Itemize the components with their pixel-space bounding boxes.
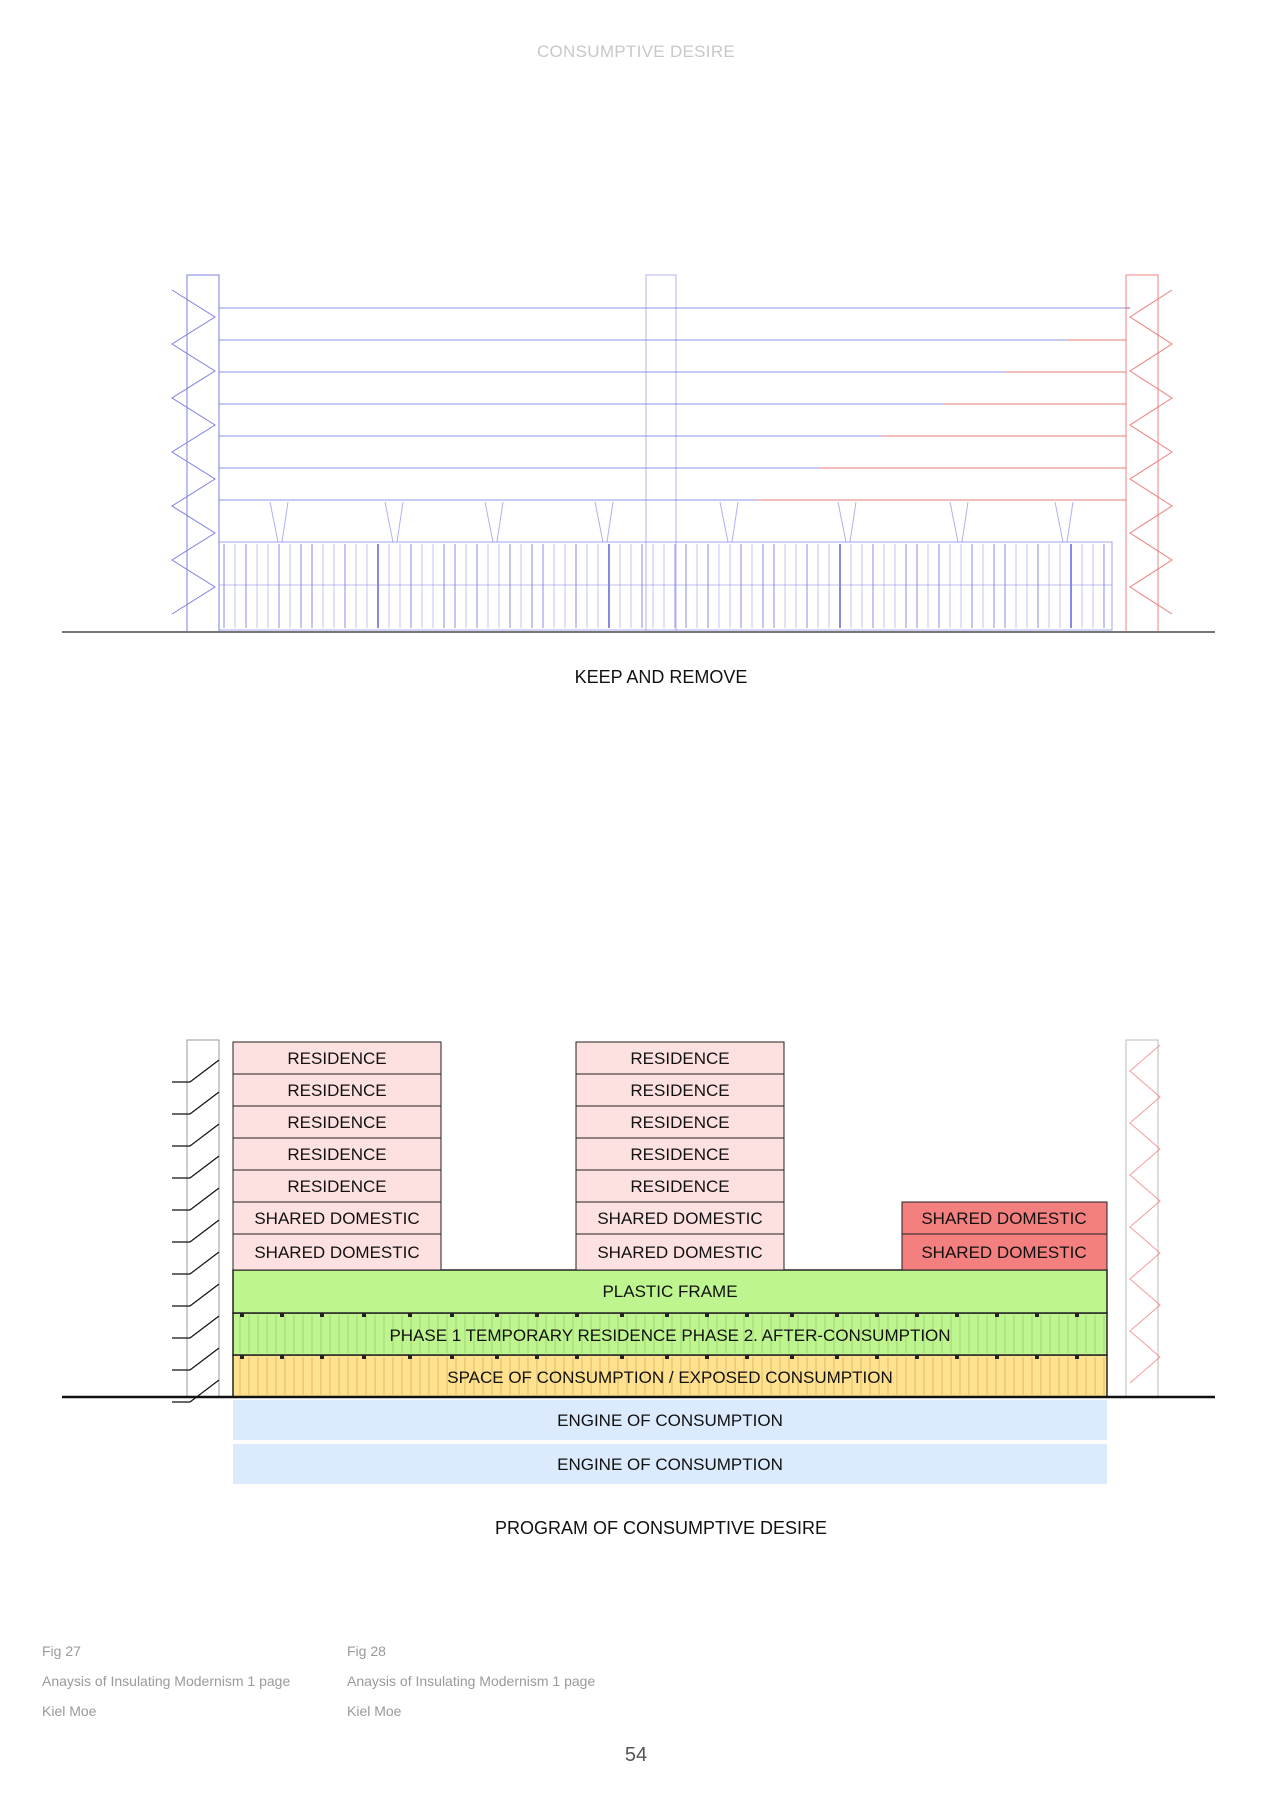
- left-stair-run: [172, 1156, 219, 1178]
- left-stair-run: [172, 1124, 219, 1146]
- left-stair-core: [187, 275, 219, 632]
- left-stair-run: [172, 1220, 219, 1242]
- tower-middle-label-4: RESIDENCE: [630, 1145, 730, 1164]
- program-caption: PROGRAM OF CONSUMPTIVE DESIRE: [494, 1518, 828, 1538]
- tower-right: [902, 1202, 1107, 1270]
- pier-line: [282, 502, 288, 542]
- tower-middle-label-5: RESIDENCE: [630, 1177, 730, 1196]
- keep-and-remove-caption: KEEP AND REMOVE: [574, 667, 748, 687]
- footnote-fig27-author: Kiel Moe: [42, 1703, 97, 1719]
- footnote-fig27: [42, 1636, 290, 1726]
- pier-line: [950, 502, 958, 542]
- pier-line: [385, 502, 393, 542]
- plastic-frame-label: PLASTIC FRAME: [602, 1282, 738, 1301]
- tower-left-label-7: SHARED DOMESTIC: [254, 1243, 420, 1262]
- tower-right-label-1: SHARED DOMESTIC: [921, 1209, 1087, 1228]
- footnote-fig27-number: Fig 27: [42, 1643, 81, 1659]
- left-stair-run: [172, 1316, 219, 1338]
- right-stair-zigzag: [1130, 290, 1172, 614]
- engine-label-lower: ENGINE OF CONSUMPTION: [557, 1455, 783, 1474]
- left-stair-run: [172, 1284, 219, 1306]
- temporary-residence-label: PHASE 1 TEMPORARY RESIDENCE PHASE 2. AFTER-CONSUMPTION: [389, 1326, 951, 1345]
- tower-left-label-5: RESIDENCE: [287, 1177, 387, 1196]
- tower-left-label-4: RESIDENCE: [287, 1145, 387, 1164]
- tower-middle-label-1: RESIDENCE: [630, 1049, 730, 1068]
- pier-line: [497, 502, 503, 542]
- tower-middle-label-7: SHARED DOMESTIC: [597, 1243, 763, 1262]
- pier-line: [838, 502, 846, 542]
- pier-line: [732, 502, 738, 542]
- tower-left-label-3: RESIDENCE: [287, 1113, 387, 1132]
- pier-line: [1055, 502, 1063, 542]
- footnote-fig28-description: Anaysis of Insulating Modernism 1 page: [347, 1673, 596, 1689]
- pier-line: [850, 502, 856, 542]
- left-stair-run: [172, 1252, 219, 1274]
- center-core: [646, 275, 676, 632]
- keep-and-remove-elevation: [0, 260, 1272, 640]
- engine-label-upper: ENGINE OF CONSUMPTION: [557, 1411, 783, 1430]
- pier-line: [720, 502, 728, 542]
- footnote-fig28-number: Fig 28: [347, 1643, 386, 1659]
- right-stair-core: [1126, 275, 1158, 632]
- pier-line: [595, 502, 603, 542]
- page-header-title: CONSUMPTIVE DESIRE: [536, 42, 736, 61]
- left-stair-run: [172, 1060, 219, 1082]
- tower-left-label-6: SHARED DOMESTIC: [254, 1209, 420, 1228]
- left-stair-run: [172, 1188, 219, 1210]
- tower-left: [233, 1042, 441, 1270]
- left-core-outline: [187, 1040, 219, 1397]
- program-section-diagram: [0, 1030, 1272, 1490]
- pier-line: [962, 502, 968, 542]
- tower-left-label-2: RESIDENCE: [287, 1081, 387, 1100]
- right-core-outline: [1126, 1040, 1158, 1397]
- left-stair-run: [172, 1380, 219, 1402]
- tower-middle-label-3: RESIDENCE: [630, 1113, 730, 1132]
- tower-middle: [576, 1042, 784, 1270]
- space-of-consumption-label: SPACE OF CONSUMPTION / EXPOSED CONSUMPTION: [447, 1368, 893, 1387]
- tower-right-label-2: SHARED DOMESTIC: [921, 1243, 1087, 1262]
- pier-line: [1067, 502, 1073, 542]
- pier-line: [270, 502, 278, 542]
- pier-line: [397, 502, 403, 542]
- tower-middle-label-2: RESIDENCE: [630, 1081, 730, 1100]
- pier-line: [485, 502, 493, 542]
- footnote-fig28: [347, 1636, 595, 1726]
- tower-middle-label-6: SHARED DOMESTIC: [597, 1209, 763, 1228]
- tower-left-label-1: RESIDENCE: [287, 1049, 387, 1068]
- footnote-fig28-author: Kiel Moe: [347, 1703, 402, 1719]
- left-stair-run: [172, 1092, 219, 1114]
- footnote-fig27-description: Anaysis of Insulating Modernism 1 page: [42, 1673, 291, 1689]
- page-number: 54: [624, 1744, 648, 1766]
- podium-outline: [219, 542, 1112, 630]
- right-stair-zigzag: [1130, 1045, 1160, 1383]
- left-stair-run: [172, 1348, 219, 1370]
- pier-line: [607, 502, 613, 542]
- left-stair-zigzag: [172, 290, 215, 614]
